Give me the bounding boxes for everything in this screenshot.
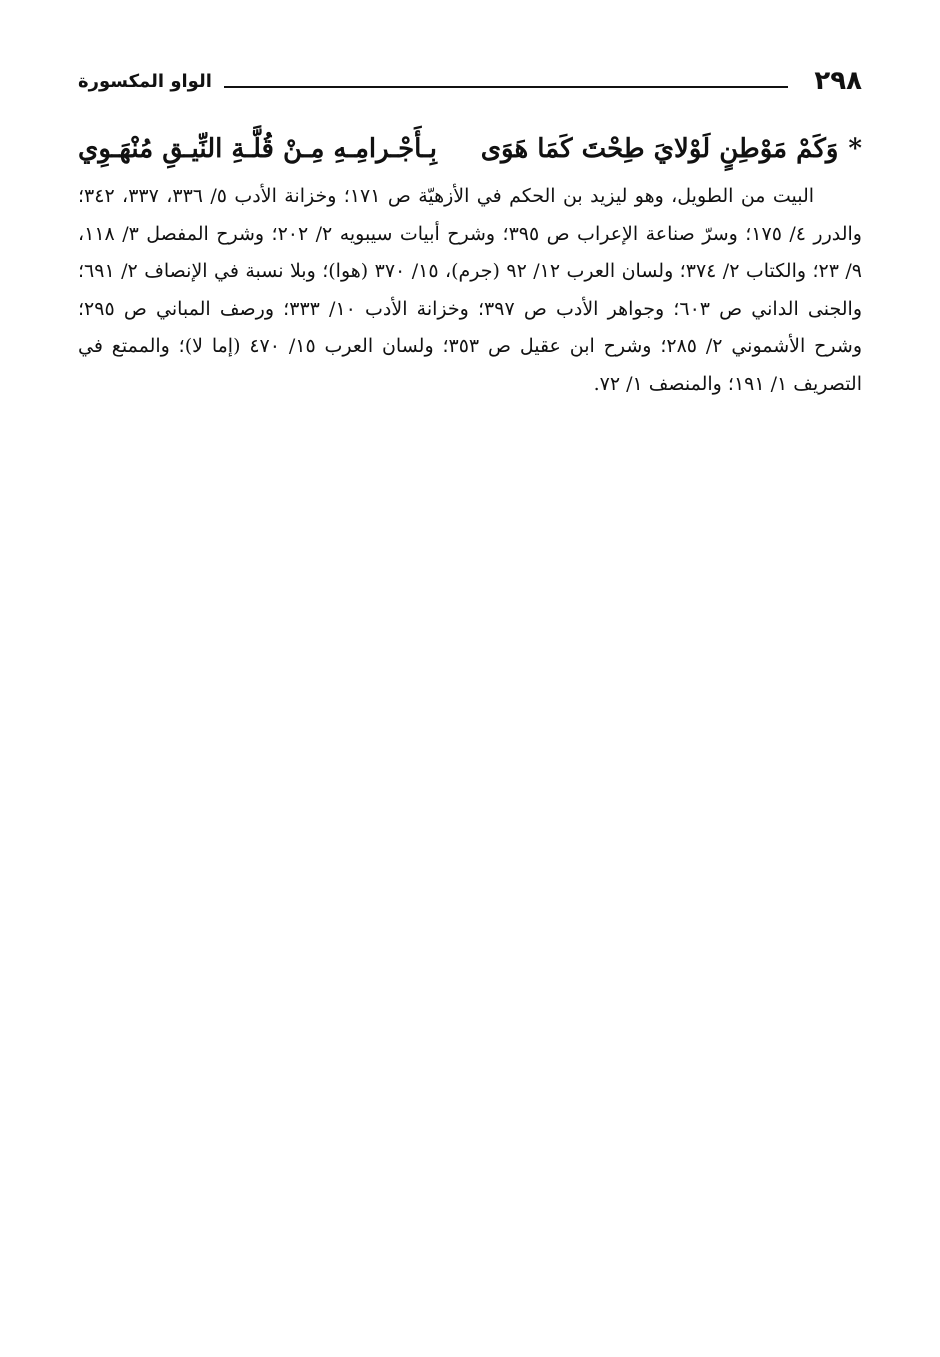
chapter-title: الواو المكسورة [78,70,212,92]
verse-marker: * [848,134,862,164]
page-number: ٢٩٨ [814,66,862,96]
verse-second-hemistich: بِـأَجْـرامِـهِ مِـنْ قُلَّـةِ النِّيـقِ مُنْهَـوِي [78,134,437,164]
verse-commentary [78,178,862,403]
running-header [78,64,862,98]
commentary-paragraph: البيت من الطويل، وهو ليزيد بن الحكم في الأزهيّة ص ١٧١؛ وخزانة الأدب ٥/ ٣٣٦، ٣٣٧، ٣٤٢؛ والدرر ٤/ ١٧٥؛ وسرّ صناعة الإعراب ص ٣٩٥؛ وشرح أبيات سيبويه ٢/ ٢٠٢؛ وشرح المفصل ٣/ ١١٨، ٩/ ٢٣؛ والكتاب ٢/ ٣٧٤؛ ولسان العرب ١٢/ ٩٢ (جرم)، ١٥/ ٣٧٠ (هوا)؛ وبلا نسبة في الإنصاف ٢/ ٦٩١؛ والجنى الداني ص ٦٠٣؛ وجواهر الأدب ص ٣٩٧؛ وخزانة الأدب ١٠/ ٣٣٣؛ ورصف المباني ص ٢٩٥؛ وشرح الأشموني ٢/ ٢٨٥؛ وشرح ابن عقيل ص ٣٥٣؛ ولسان العرب ١٥/ ٤٧٠ (إما لا)؛ والممتع في التصريف ١/ ١٩١؛ والمنصف ١/ ٧٢. [78,185,863,395]
verse-first-hemistich: وَكَمْ مَوْطِنٍ لَوْلايَ طِحْتَ كَمَا هَوَى [480,134,839,164]
header-rule [224,86,788,88]
poetry-verse [78,124,862,174]
